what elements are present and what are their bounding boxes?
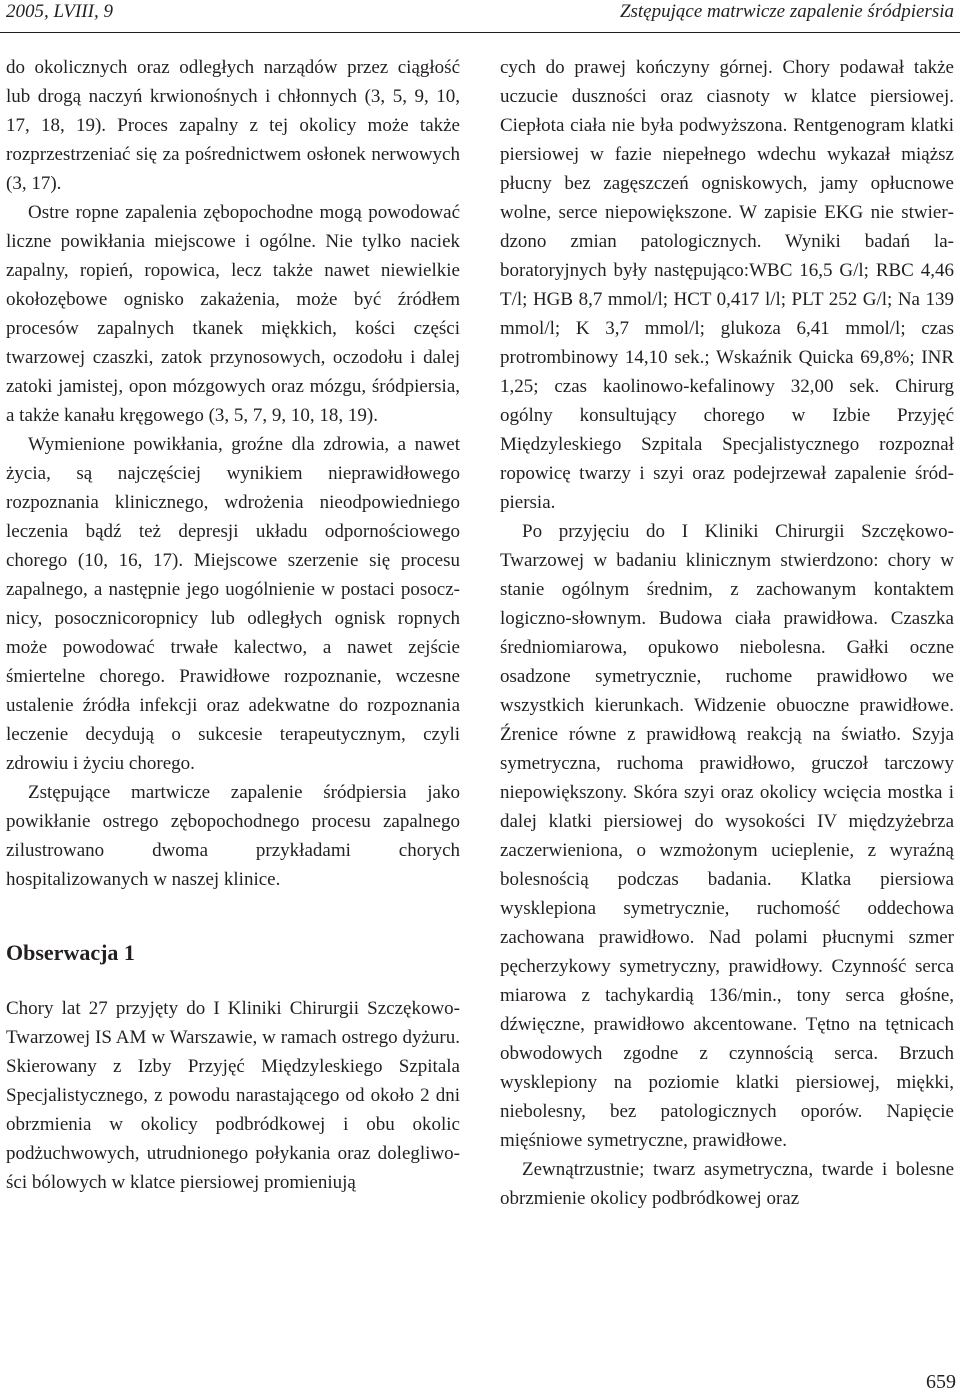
left-column: [6, 53, 460, 1197]
paragraph: Zstępujące martwicze zapalenie śródpiersia jako powikłanie ostrego zębopochodnego procesu zapalnego zilustrowano dwoma przykładami chorych hospitalizowanych w naszej klinice.: [6, 782, 460, 890]
paragraph: Chory lat 27 przyjęty do I Kliniki Chirurgii Szczękowo-Twarzowej IS AM w Warszawie, w ramach ostrego dyżuru. Skierowany z Izby Przyjęć Międzyleskiego Szpitala Specjalistycznego, z powodu narastającego od około 2 dni obrzmienia w okolicy podbródkowej i obu okolic podżuchwowych, utrudnionego połykania oraz dolegliwości bólowych w klatce piersiowej promieniują: [6, 998, 460, 1193]
page-number: 659: [926, 1371, 956, 1393]
paragraph: Wymienione powikłania, groźne dla zdrowia, a nawet życia, są najczęściej wynikiem nieprawidłowego rozpoznania klinicznego, wdrożenia nieodpowiedniego leczenia bądź też depresji układu odpornościowego chorego (10, 16, 17). Miejscowe szerzenie się procesu zapalnego, a następnie jego uogólnienie w postaci posocznicy, posocznicoropnicy lub odległych ognisk ropnych może powodować trwałe kalectwo, a nawet zejście śmiertelne chorego. Prawidłowe rozpoznanie, wczesne ustalenie źródła infekcji oraz adekwatne do rozpoznania leczenie decydują o sukcesie terapeutycznym, czyli zdrowiu i życiu chorego.: [6, 434, 460, 774]
paragraph: Po przyjęciu do I Kliniki Chirurgii Szczękowo-Twarzowej w badaniu klinicznym stwierdzono: chory w stanie ogólnym średnim, z zachowanym kontaktem logiczno-słownym. Budowa ciała prawidłowa. Czaszka średniomiarowa, opukowo niebolesna. Gałki oczne osadzone symetrycznie, ruchome prawidłowo we wszystkich kierunkach. Widzenie obuoczne prawidłowe. Źrenice równe z prawidłową reakcją na światło. Szyja symetryczna, ruchoma prawidłowo, gruczoł tarczowy niepowiększony. Skóra szyi oraz okolicy wcięcia mostka i dalej klatki piersiowej do wysokości IV międzyżebrza zaczerwieniona, o wzmożonym ucieplenie, z wyraźną bolesnością podczas badania. Klatka piersiowa wysklepiona symetrycznie, ruchomość oddechowa zachowana prawidłowo. Nad polami płucnymi szmer pęcherzykowy symetryczny, prawidłowy. Czynność serca miarowa z tachykardią 136/min., tony serca głośne, dźwięczne, prawidłowo akcentowane. Tętno na tętnicach obwodowych zgodne z czynnością serca. Brzuch wysklepiony na poziomie klatki piersiowej, miękki, niebolesny, bez patologicznych oporów. Napięcie mięśniowe symetryczne, prawidłowe.: [500, 521, 954, 1151]
paragraph: Ostre ropne zapalenia zębopochodne mogą powodować liczne powikłania miejscowe i ogólne. Nie tylko naciek zapalny, ropień, ropowica, lecz także nawet niewielkie okołozębowe ognisko zakażenia, może być źródłem procesów zapalnych tkanek miękkich, kości części twarzowej czaszki, zatok przynosowych, oczodołu i dalej zatoki jamistej, opon mózgowych oraz mózgu, śródpiersia, a także kanału kręgowego (3, 5, 7, 9, 10, 18, 19).: [6, 202, 460, 426]
paragraph: cych do prawej kończyny górnej. Chory podawał także uczucie duszności oraz ciasnoty w klatce piersiowej. Ciepłota ciała nie była podwyższona. Rentgenogram klatki piersiowej w fazie niepełnego wdechu wykazał miąższ płucny bez zagęszczeń ogniskowych, jamy opłucnowe wolne, serce niepowiększone. W zapisie EKG nie stwierdzono zmian patologicznych. Wyniki badań laboratoryjnych były następująco:WBC 16,5 G/l; RBC 4,46 T/l; HGB 8,7 mmol/l; HCT 0,417 l/l; PLT 252 G/l; Na 139 mmol/l; K 3,7 mmol/l; glukoza 6,41 mmol/l; czas protrombinowy 14,10 sek.; Wskaźnik Quicka 69,8%; INR 1,25; czas kaolinowo-kefalinowy 32,00 sek. Chirurg ogólny konsultujący chorego w Izbie Przyjęć Międzyleskiego Szpitala Specjalistycznego rozpoznał ropowicę twarzy i szyi oraz podejrzewał zapalenie śródpiersia.: [500, 57, 954, 513]
paragraph: Zewnątrzustnie; twarz asymetryczna, twarde i bolesne obrzmienie okolicy podbródkowej oraz: [500, 1159, 954, 1209]
section-heading: Obserwacja 1: [6, 940, 135, 965]
running-title: Zstępujące matrwicze zapalenie śródpiersia: [619, 1, 954, 22]
right-column: [500, 53, 954, 1213]
paragraph: do okolicznych oraz odległych narządów przez ciągłość lub drogą naczyń krwionośnych i chłonnych (3, 5, 9, 10, 17, 18, 19). Proces zapalny z tej okolicy może także rozprzestrzeniać się za pośrednictwem osłonek nerwowych (3, 17).: [6, 57, 460, 194]
running-header: [0, 0, 960, 33]
journal-issue: 2005, LVIII, 9: [6, 1, 113, 22]
